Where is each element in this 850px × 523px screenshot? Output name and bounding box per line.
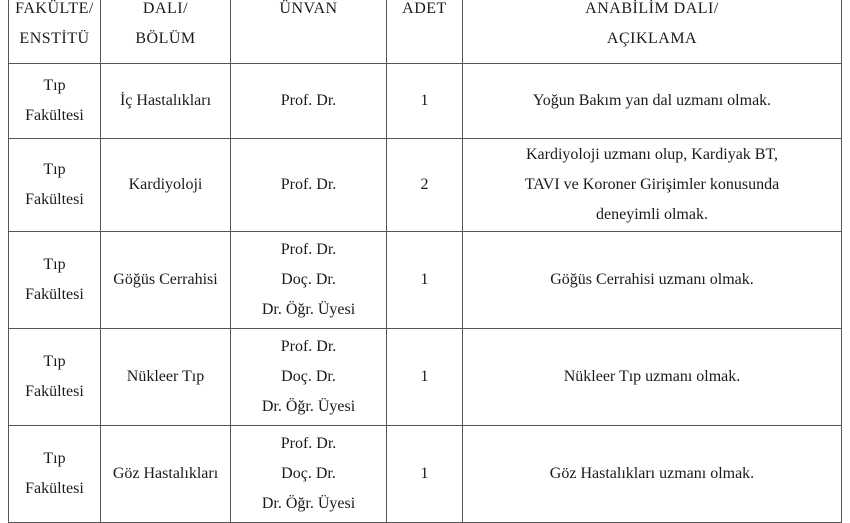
description-line: Göz Hastalıkları uzmanı olmak. <box>549 465 755 482</box>
department-cell: Kardiyoloji <box>101 139 231 232</box>
faculty-cell <box>9 426 101 523</box>
table-row <box>9 139 842 232</box>
faculty-line: Fakültesi <box>25 286 84 303</box>
faculty-line: Fakültesi <box>25 480 84 497</box>
description-line: Kardiyoloji uzmanı olup, Kardiyak BT, <box>525 146 779 163</box>
department-cell: Göğüs Cerrahisi <box>101 232 231 329</box>
faculty-cell <box>9 64 101 139</box>
title-line: Prof. Dr. <box>280 241 337 258</box>
table-row <box>9 232 842 329</box>
header-count <box>387 0 463 64</box>
title-line: Prof. Dr. <box>280 92 337 109</box>
title-line: Prof. Dr. <box>280 176 337 193</box>
faculty-cell <box>9 329 101 426</box>
header-title-label: ÜNVAN <box>279 0 338 17</box>
position-table <box>8 0 842 523</box>
count-cell: 1 <box>387 64 463 139</box>
title-line: Doç. Dr. <box>281 368 336 385</box>
title-line: Prof. Dr. <box>280 338 337 355</box>
title-cell <box>231 139 387 232</box>
header-department <box>101 0 231 64</box>
description-cell <box>463 426 842 523</box>
table-header <box>9 0 842 64</box>
header-count-label: ADET <box>402 0 447 17</box>
header-faculty-line2: ENSTİTÜ <box>19 30 90 47</box>
header-faculty <box>9 0 101 64</box>
faculty-line: Fakültesi <box>25 383 84 400</box>
header-title <box>231 0 387 64</box>
header-description <box>463 0 842 64</box>
count-cell: 1 <box>387 329 463 426</box>
description-cell <box>463 232 842 329</box>
description-cell <box>463 64 842 139</box>
header-description-line2: AÇIKLAMA <box>606 30 698 47</box>
description-cell <box>463 329 842 426</box>
faculty-line: Fakültesi <box>25 107 84 124</box>
description-line: deneyimli olmak. <box>596 206 708 223</box>
department-cell: Nükleer Tıp <box>101 329 231 426</box>
count-cell: 2 <box>387 139 463 232</box>
title-cell <box>231 232 387 329</box>
faculty-line: Tıp <box>43 450 66 467</box>
faculty-line: Tıp <box>43 256 66 273</box>
department-cell: İç Hastalıkları <box>101 64 231 139</box>
table-row <box>9 64 842 139</box>
title-cell <box>231 64 387 139</box>
count-cell: 1 <box>387 232 463 329</box>
title-cell <box>231 426 387 523</box>
description-line: Yoğun Bakım yan dal uzmanı olmak. <box>532 92 772 109</box>
faculty-line: Tıp <box>43 161 66 178</box>
title-line: Dr. Öğr. Üyesi <box>261 398 356 415</box>
description-line: Göğüs Cerrahisi uzmanı olmak. <box>550 271 754 288</box>
count-cell: 1 <box>387 426 463 523</box>
header-department-line1: DALI/ <box>142 0 189 17</box>
header-description-line1: ANABİLİM DALI/ <box>585 0 719 17</box>
description-cell <box>463 139 842 232</box>
table-row <box>9 426 842 523</box>
title-cell <box>231 329 387 426</box>
faculty-cell <box>9 139 101 232</box>
title-line: Doç. Dr. <box>281 271 336 288</box>
description-line: Nükleer Tıp uzmanı olmak. <box>563 368 741 385</box>
header-department-line2: BÖLÜM <box>135 30 196 47</box>
faculty-cell <box>9 232 101 329</box>
faculty-line: Fakültesi <box>25 191 84 208</box>
title-line: Dr. Öğr. Üyesi <box>261 301 356 318</box>
table-row <box>9 329 842 426</box>
header-faculty-line1: FAKÜLTE/ <box>15 0 94 17</box>
title-line: Prof. Dr. <box>280 435 337 452</box>
title-line: Dr. Öğr. Üyesi <box>261 495 356 512</box>
department-cell: Göz Hastalıkları <box>101 426 231 523</box>
faculty-line: Tıp <box>43 353 66 370</box>
title-line: Doç. Dr. <box>281 465 336 482</box>
description-line: TAVI ve Koroner Girişimler konusunda <box>524 176 780 193</box>
faculty-line: Tıp <box>43 77 66 94</box>
